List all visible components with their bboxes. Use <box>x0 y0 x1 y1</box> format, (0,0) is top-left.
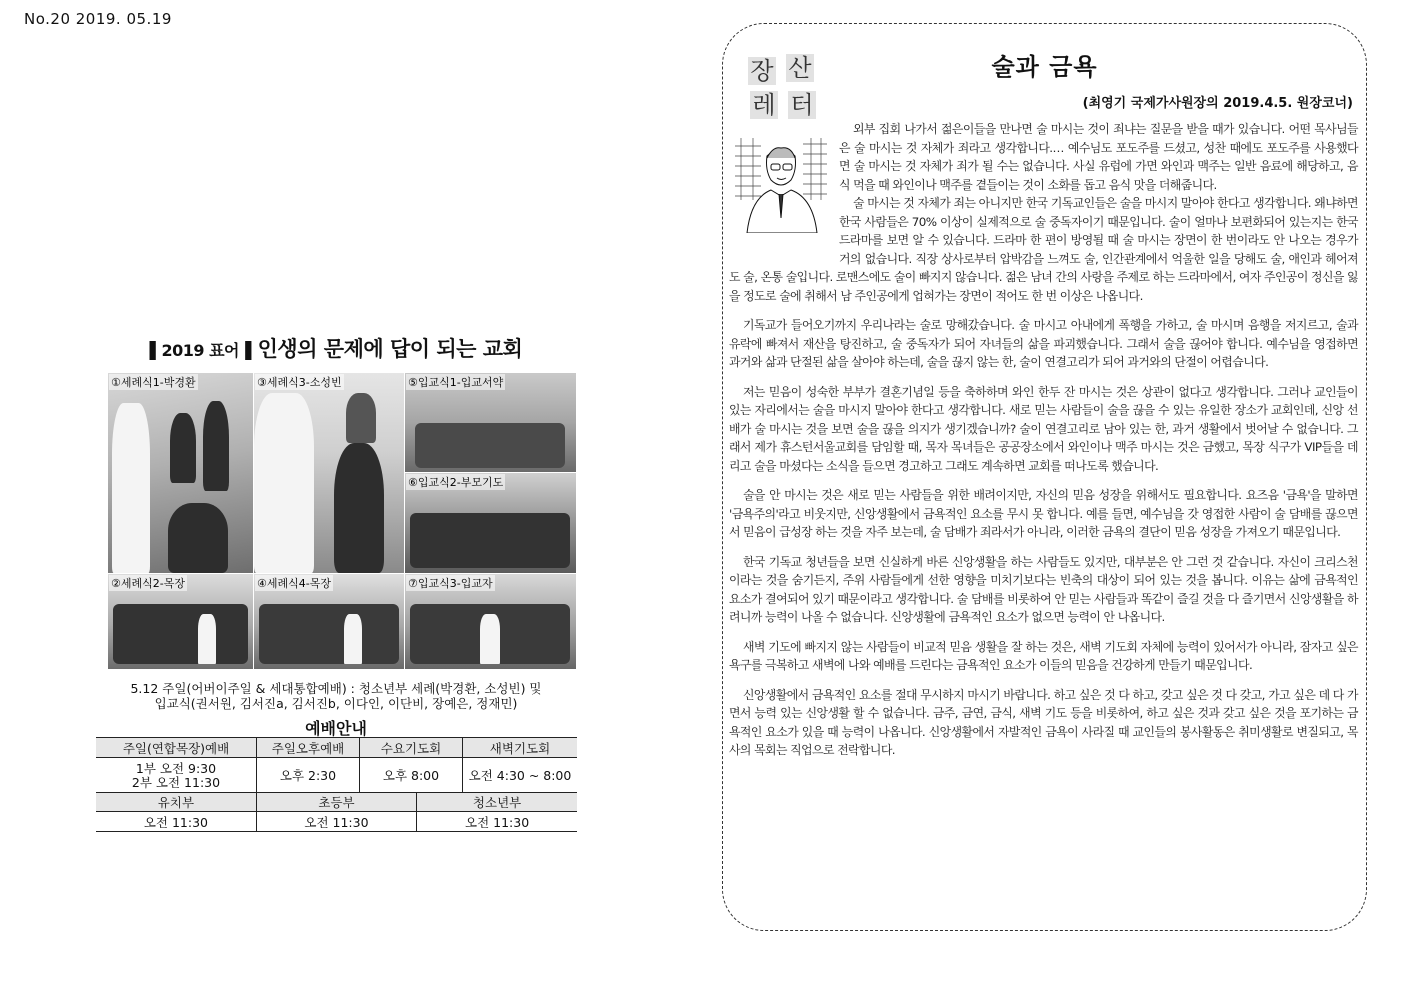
photo-caption: ⑥입교식2-부모기도 <box>408 476 504 489</box>
photo-baptism-2 <box>108 574 253 669</box>
photo-description: 5.12 주일(어버이주일 & 세대통합예배) : 청소년부 세례(박경환, 소성빈) 및 입교식(권서원, 김서진a, 김서진b, 이다인, 이단비, 장예은, 정재민) <box>130 681 542 711</box>
table-cell: 오전 4:30 ~ 8:00 <box>463 758 578 795</box>
photo-caption: ④세례식4-목장 <box>257 577 331 590</box>
table-cell: 오후 2:30 <box>257 758 360 795</box>
letter-subtitle: (최영기 국제가사원장의 2019.4.5. 원장코너) <box>1082 96 1353 111</box>
issue-number: No.20 2019. 05.19 <box>24 10 172 28</box>
department-schedule-table <box>96 792 577 832</box>
table-header: 초등부 <box>256 793 416 812</box>
photo-caption: ⑦입교식3-입교자 <box>408 577 493 590</box>
table-cell: 오전 11:30 <box>96 812 256 832</box>
photo-baptism-1 <box>108 373 253 573</box>
table-cell: 오후 8:00 <box>360 758 463 795</box>
table-header: 주일오후예배 <box>257 738 360 758</box>
letter-paragraph: 저는 믿음이 성숙한 부부가 결혼기념일 등을 축하하며 와인 한두 잔 마시는 것은 상관이 없다고 생각합니다. 그러나 교인들이 있는 자리에서는 술을 마시지 말아야 한다고 생각합니다. 새로 믿는 사람들이 술을 끊을 수 있는 유일한 장소가 교회인데, 신앙 선배가 술 마시는 것을 보면 술을 끊을 의지가 생기겠습니까? 술이 연결고리로 남아 있는 한, 과거 생활에서 벗어날 수 없습니다. 그래서 제가 휴스턴서울교회를 담임할 때, 목자 목녀들은 공공장소에서 와인이나 맥주 마시는 것은 금했고, 목장 식구가 VIP들을 데리고 술을 마셨다는 소식을 들으면 경고하고 그래도 계속하면 교회를 떠나도록 했습니다. <box>729 384 1358 473</box>
table-header: 새벽기도회 <box>463 738 578 758</box>
photo-caption: ①세례식1-박경환 <box>111 376 196 389</box>
badge-char: 장 <box>748 57 776 85</box>
table-header: 청소년부 <box>417 793 577 812</box>
badge-char: 터 <box>788 91 816 119</box>
letter-paragraph: 신앙생활에서 금욕적인 요소를 절대 무시하지 마시기 바랍니다. 하고 싶은 것 다 하고, 갖고 싶은 것 다 갖고, 가고 싶은 데 다 가면서 능력 있는 신앙생활 할 수 없습니다. 금주, 금연, 금식, 새벽 기도 등을 비롯하여, 하고 싶은 것과 갖고 싶은 것을 포기하는 금욕적인 요소가 있을 때 능력이 나옵니다. 신앙생활에서 자발적인 금욕이 사라질 때 교인들의 봉사활동은 취미생활로 변질되고, 목사의 목회는 직업으로 전락합니다. <box>729 687 1358 757</box>
worship-schedule-title: 예배안내 <box>305 719 367 738</box>
letter-paragraph: 외부 집회 나가서 젊은이들을 만나면 술 마시는 것이 죄냐는 질문을 받을 때가 있습니다. 어떤 목사님들은 술 마시는 것 자체가 죄라고 생각합니다.… 예수님도 포도주를 드셨고, 성찬 때에도 포도주를 사용했다면 술 마시는 것 자체가 죄가 될 수는 없습니다. 사실 유럽에 가면 와인과 맥주는 일반 음료에 해당하고, 음식 먹을 때 와인이나 맥주를 곁들이는 것이 소화를 돕고 음식 맛을 더해줍니다. <box>839 122 1358 192</box>
table-header: 유치부 <box>96 793 256 812</box>
photo-confirmation-1 <box>405 373 576 472</box>
motto-mark: ▌2019 표어▐ <box>149 341 251 360</box>
photo-confirmation-3 <box>405 574 576 669</box>
badge-char: 레 <box>750 91 778 119</box>
letter-title: 술과 금욕 <box>991 53 1098 81</box>
letter-paragraph: 한국 기독교 청년들을 보면 신실하게 바른 신앙생활을 하는 사람들도 있지만, 대부분은 안 그런 것 같습니다. 자신이 크리스천이라는 것을 숨기든지, 주위 사람들에게 선한 영향을 미치기보다는 빈축의 대상이 되어 있는 것을 봅니다. 이유는 삶에 금욕적인 요소가 결여되어 있기 때문이라고 생각합니다. 술 담배를 비롯하여 안 믿는 사람들과 똑같이 즐길 것을 다 즐기면서 신앙생활을 하려니까 능력이 나올 수 없습니다. 신앙생활에 금욕적인 요소가 없으면 능력이 안 나옵니다. <box>729 554 1358 624</box>
table-cell: 1부 오전 9:30 2부 오전 11:30 <box>96 758 257 795</box>
letter-paragraph: 기독교가 들어오기까지 우리나라는 술로 망해갔습니다. 술 마시고 아내에게 폭행을 가하고, 술 마시며 음행을 저지르고, 술과 유락에 빠져서 재산을 탕진하고, 술 중독자가 되어 자녀들의 삶을 파괴했습니다. 그래서 술을 끊어야 합니다. 예수님을 영접하면 과거와 삶과 단절된 삶을 살아야 하는데, 술을 끊지 않는 한, 술이 연결고리가 되어 과거와의 단절이 어렵습니다. <box>729 318 1358 369</box>
table-cell: 오전 11:30 <box>417 812 577 832</box>
photo-baptism-3 <box>254 373 404 573</box>
portrait-spacer <box>729 120 839 268</box>
photo-confirmation-2 <box>405 473 576 573</box>
church-motto <box>96 333 576 363</box>
table-header: 주일(연합목장)예배 <box>96 738 257 758</box>
motto-text: 인생의 문제에 답이 되는 교회 <box>257 337 523 361</box>
letter-paragraph: 새벽 기도에 빠지지 않는 사람들이 비교적 믿음 생활을 잘 하는 것은, 새벽 기도회 자체에 능력이 있어서가 아니라, 잠자고 싶은 욕구를 극복하고 새벽에 나와 예배를 드린다는 금욕적인 요소가 이들의 믿음을 건강하게 만들기 때문입니다. <box>729 639 1358 672</box>
letter-paragraph: 술 마시는 것 자체가 죄는 아니지만 한국 기독교인들은 술을 마시지 말아야 한다고 생각합니다. 왜냐하면 한국 사람들은 70% 이상이 실제적으로 술 중독자이기 때문입니다. 술이 얼마나 보편화되어 있는지는 한국 드라마를 보면 알 수 있습니다. 드라마 한 편이 방영될 때 술 마시는 장면이 한 번이라도 안 나오는 경우가 거의 없습니다. 직장 상사로부터 압박감을 느껴도 술, 인간관계에서 억울한 일을 당해도 술, 애인과 헤어져도 술, 온통 술입니다. 로맨스에도 술이 빠지지 않습니다. 젊은 남녀 간의 사랑을 주제로 하는 드라마에서, 여자 주인공이 정신을 잃을 정도로 술에 취해서 남 주인공에게 업혀가는 장면이 적어도 한 번 이상은 나옵니다. <box>729 196 1358 303</box>
letter-body <box>729 120 1358 930</box>
worship-schedule-table <box>96 737 577 795</box>
photo-grid <box>108 373 576 669</box>
photo-caption: ②세례식2-목장 <box>111 577 185 590</box>
photo-caption: ⑤입교식1-입교서약 <box>408 376 504 389</box>
letter-paragraph: 술을 안 마시는 것은 새로 믿는 사람들을 위한 배려이지만, 자신의 믿음 성장을 위해서도 필요합니다. 요즈음 '금욕'을 말하면 '금욕주의'라고 비웃지만, 신앙생활에서 금욕적인 요소를 무시 못 합니다. 예를 들면, 예수님을 갓 영접한 사람이 술 담배를 끊으면서 믿음이 급성장 하는 것을 자주 보는데, 술 담배가 죄라서가 아니라, 이러한 금욕의 결단이 믿음 성장을 가져오기 때문입니다. <box>729 488 1358 539</box>
photo-baptism-4 <box>254 574 404 669</box>
photo-caption: ③세례식3-소성빈 <box>257 376 342 389</box>
table-cell: 오전 11:30 <box>256 812 416 832</box>
badge-char: 산 <box>786 54 814 82</box>
table-header: 수요기도회 <box>360 738 463 758</box>
